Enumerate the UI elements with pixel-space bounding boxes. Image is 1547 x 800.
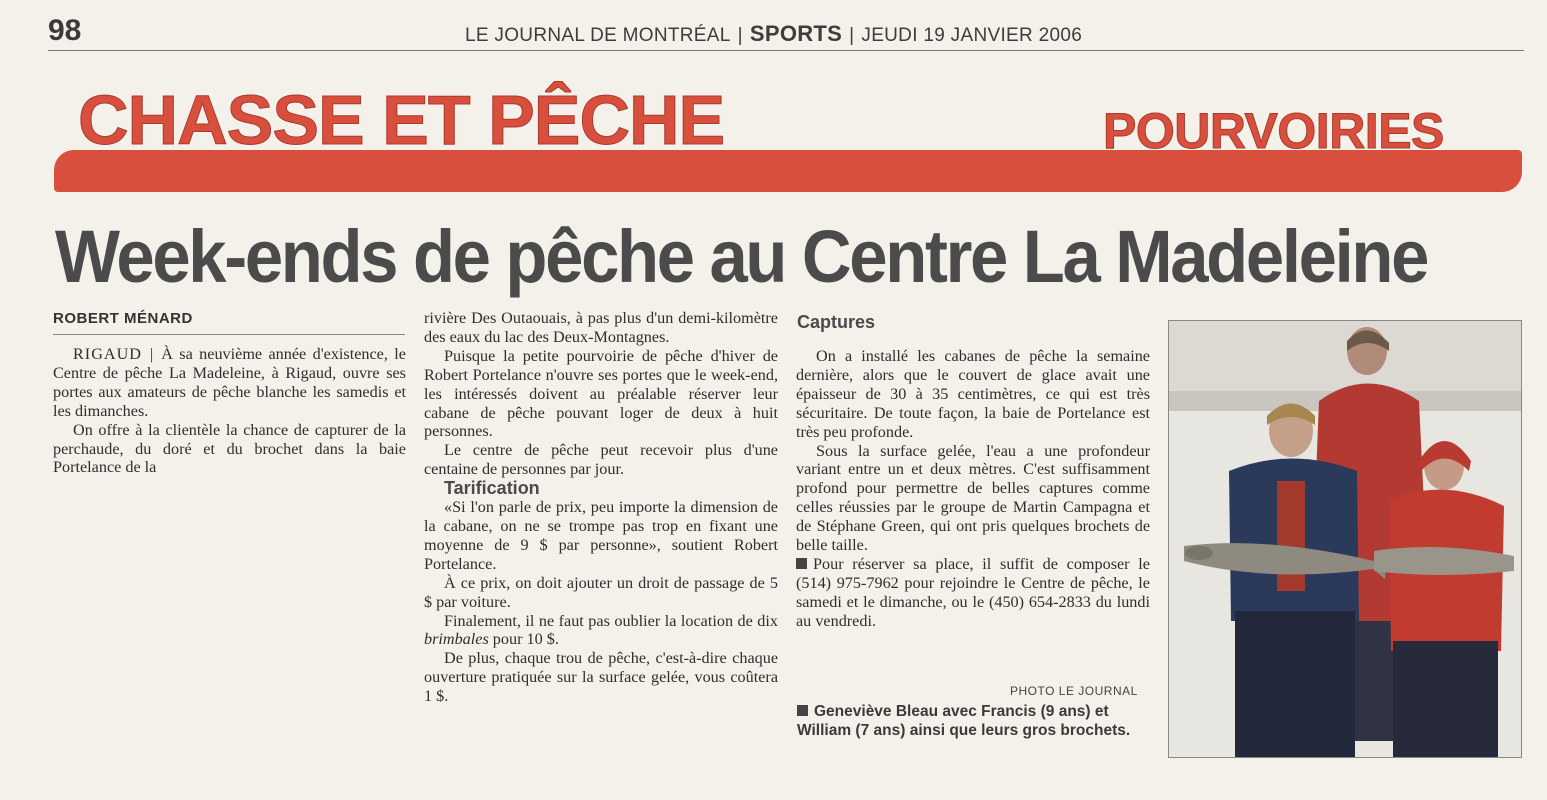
publication-name: LE JOURNAL DE MONTRÉAL (465, 25, 731, 46)
subhead-tarification: Tarification (444, 478, 540, 499)
paragraph: On a installé les cabanes de pêche la semaine dernière, alors que le couvert de glace avait une épaisseur de 30 à 35 centimètres, ce qui est très sécuritaire. De toute façon, la baie de Portelance est très peu profonde. (796, 347, 1150, 441)
dateline-separator: | (149, 345, 154, 363)
paragraph (796, 555, 1150, 631)
section-name: SPORTS (749, 21, 843, 46)
square-bullet-icon (796, 558, 807, 569)
paragraph: rivière Des Outaouais, à pas plus d'un demi-kilomètre des eaux du lac des Deux-Montagnes. (424, 309, 778, 346)
byline-rule (53, 334, 405, 335)
paragraph: On offre à la clientèle la chance de capturer de la perchaude, du doré et du brochet dans la baie Portelance de la (53, 420, 406, 477)
paragraph: De plus, chaque trou de pêche, c'est-à-dire chaque ouverture pratiquée sur la surface gelée, vous coûtera 1 $. (424, 649, 778, 706)
paragraph (53, 345, 406, 421)
issue-date: JEUDI 19 JANVIER 2006 (861, 25, 1083, 46)
byline: ROBERT MÉNARD (53, 310, 193, 327)
page-number: 98 (48, 14, 82, 47)
paragraph: À ce prix, on doit ajouter un droit de passage de 5 $ par voiture. (424, 573, 778, 611)
section-banner-title: CHASSE ET PÊCHE (78, 81, 725, 159)
photo-illustration (1169, 321, 1521, 757)
subhead-captures: Captures (797, 312, 876, 332)
paragraph: Puisque la petite pourvoirie de pêche d'hiver de Robert Portelance n'ouvre ses portes que le week-end, les intéressés doivent au préalable réserver leur cabane de pêche pouvant loger de deux à huit personnes. (424, 346, 778, 441)
article-column-2 (424, 309, 778, 706)
dateline: RIGAUD (73, 345, 142, 363)
italic-term: brimbales (424, 630, 489, 649)
paragraph: Sous la surface gelée, l'eau a une profondeur variant entre un et deux mètres. C'est suffisamment profond pour permettre de belles captures comme celles réussies par le groupe de Martin Campagna et de Stéphane Green, qui ont pris quelques brochets de belle taille. (796, 441, 1150, 555)
top-rule (48, 50, 1524, 51)
photo-caption (797, 702, 1157, 740)
paragraph-text: À sa neuvième année d'existence, le Centre de pêche La Madeleine, à Rigaud, ouvre ses portes aux amateurs de pêche blanche les samedis et les dimanches. (53, 345, 406, 420)
paragraph-text: pour 10 $. (488, 630, 559, 649)
article-column-3 (796, 347, 1150, 631)
paragraph (424, 612, 778, 650)
header-separator: | (849, 25, 855, 46)
photo-credit: PHOTO LE JOURNAL (1010, 684, 1138, 698)
running-header (465, 21, 1085, 47)
paragraph: Le centre de pêche peut recevoir plus d'une centaine de personnes par jour. (424, 441, 778, 479)
section-banner-subtitle: POURVOIRIES (1103, 103, 1444, 159)
article-column-1 (53, 345, 406, 477)
square-bullet-icon (797, 705, 808, 716)
paragraph-text: Finalement, il ne faut pas oublier la location de dix (444, 611, 778, 630)
article-headline: Week-ends de pêche au Centre La Madeleine (55, 215, 1428, 298)
paragraph: «Si l'on parle de prix, peu importe la dimension de la cabane, on ne se trompe pas trop en fixant une moyenne de 9 $ par personne», soutient Robert Portelance. (424, 498, 778, 573)
caption-text: Geneviève Bleau avec Francis (9 ans) et William (7 ans) ainsi que leurs gros brochets. (797, 703, 1131, 739)
header-separator: | (737, 25, 743, 46)
article-photo (1168, 320, 1522, 758)
paragraph-text: Pour réserver sa place, il suffit de composer le (514) 975-7962 pour rejoindre le Centre de pêche, le samedi et le dimanche, ou le (450) 654-2833 du lundi au vendredi. (796, 554, 1150, 630)
